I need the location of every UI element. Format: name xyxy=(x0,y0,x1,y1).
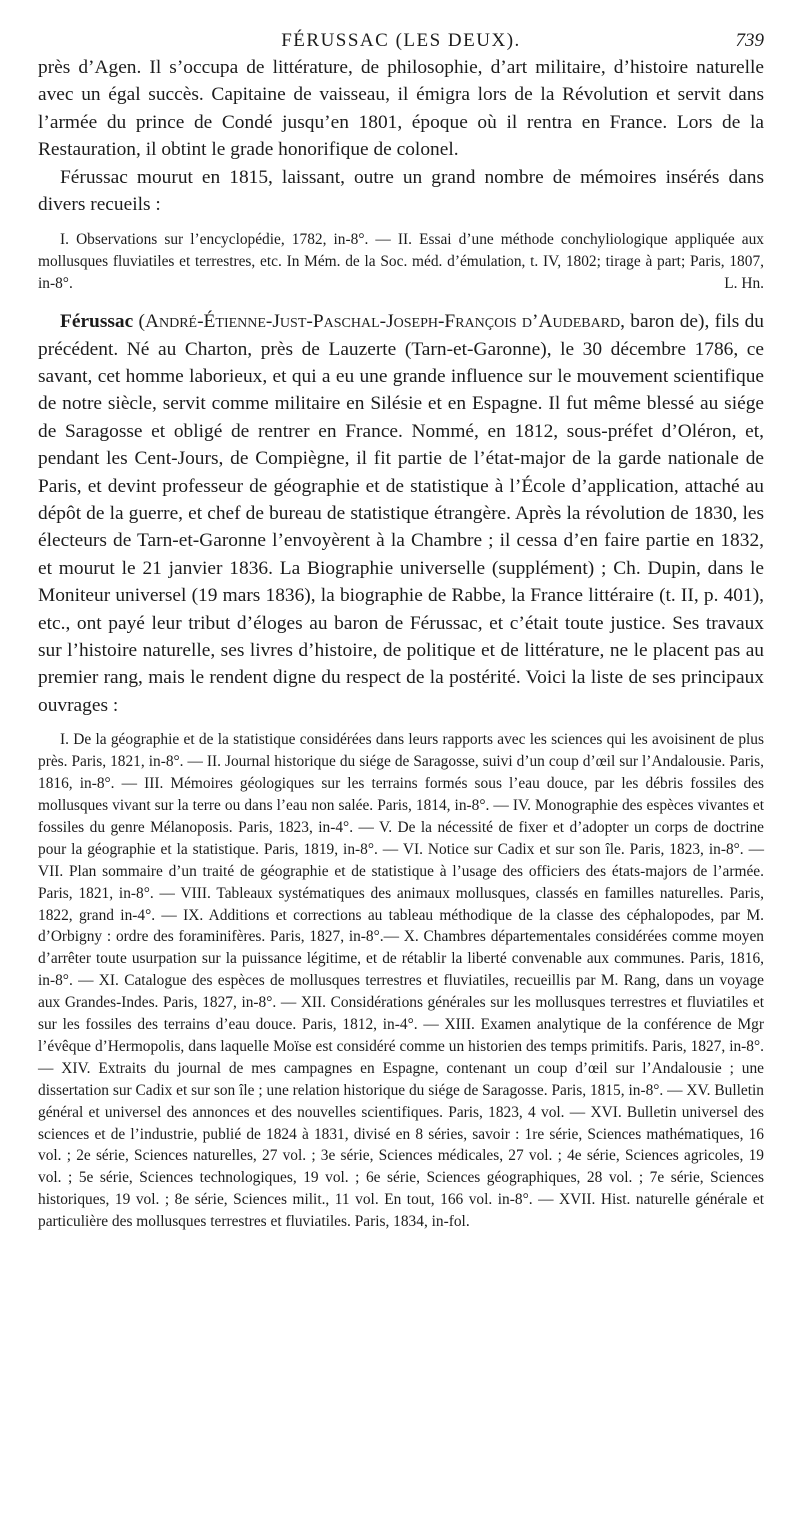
entry2-paragraph xyxy=(38,308,764,719)
entry1-works-text: I. Observations sur l’encyclopédie, 1782, in-8°. — II. Essai d’une méthode conchyliologique appliquée aux mollusques fluviatiles et terrestres, etc. In Mém. de la Soc. méd. d’émulation, t. IV, 1802; tirage à part; Paris, 1807, in-8°. xyxy=(38,231,764,293)
entry2-biography-text: baron de), fils du précédent. Né au Charton, près de Lauzerte (Tarn-et-Garonne), le 30 décembre 1786, ce savant, cet homme laborieux, et qui a eu une grande influence sur le mouvement scientifique de notre siècle, servit comme militaire en Silésie et en Espagne. Il fut même blessé au siége de Saragosse et obligé de rentrer en France. Nommé, en 1812, sous-préfet d’Oléron, et, pendant les Cent-Jours, de Compiègne, il fit partie de l’état-major de la garde nationale de Paris, et devint professeur de géographie et de statistique à l’École d’application, attaché au dépôt de la guerre, et chef de bureau de statistique étrangère. Après la révolution de 1830, les électeurs de Tarn-et-Garonne l’envoyèrent à la Chambre ; il cessa d’en faire partie en 1832, et mourut le 21 janvier 1836. La Biographie universelle (supplément) ; Ch. Dupin, dans le Moniteur universel (19 mars 1836), la biographie de Rabbe, la France littéraire (t. II, p. 401), etc., ont payé leur tribut d’éloges au baron de Férussac, et c’était toute justice. Ses travaux sur l’histoire naturelle, ses livres d’histoire, de politique et de littérature, ne le placent pas au premier rang, mais le rendent digne du respect de la postérité. Voici la liste de ses principaux ouvrages : xyxy=(38,311,764,716)
entry1-signature: L. Hn. xyxy=(724,275,764,293)
entry1-works-list xyxy=(38,229,764,295)
entry1-paragraph-2: Férussac mourut en 1815, laissant, outre un grand nombre de mémoires insérés dans divers recueils : xyxy=(38,166,764,216)
entry2-headword: Férussac xyxy=(60,311,134,333)
running-title: FÉRUSSAC (LES DEUX). xyxy=(281,30,521,51)
entry1-paragraph-1: près d’Agen. Il s’occupa de littérature, de philosophie, d’art militaire, d’histoire naturelle avec un égal succès. Capitaine de vaisseau, il émigra lors de la Révolution et servit dans l’armée du prince de Condé jusqu’en 1801, époque où il rentra en France. Lors de la Restauration, il obtint le grade honorifique de colonel. xyxy=(38,57,764,161)
page-number: 739 xyxy=(735,30,764,51)
entry2-works-list: I. De la géographie et de la statistique considérées dans leurs rapports avec les sciences qui les avoisinent de plus près. Paris, 1821, in-8°. — II. Journal historique du siége de Saragosse, suivi d’un coup d’œil sur l’Andalousie. Paris, 1816, in-8°. — III. Mémoires géologiques sur les terrains formés sous l’eau douce, par les débris fossiles des mollusques vivant sur la terre ou dans l’eau non salée. Paris, 1814, in-8°. — IV. Monographie des espèces vivantes et fossiles du genre Mélanoposis. Paris, 1823, in-4°. — V. De la nécessité de fixer et d’adopter un corps de doctrine pour la géographie et la statistique. Paris, 1819, in-8°. — VI. Notice sur Cadix et sur son île. Paris, 1823, in-8°. — VII. Plan sommaire d’un traité de géographie et de statistique à l’usage des officiers des états-majors de l’armée. Paris, 1821, in-8°. — VIII. Tableaux systématiques des animaux mollusques, classés en familles naturelles. Paris, 1822, grand in-4°. — IX. Additions et corrections au tableau méthodique de la classe des céphalopodes, par M. d’Orbigny : ordre des foraminifères. Paris, 1827, in-8°.— X. Chambres départementales considérées comme moyen d’arrêter toute usurpation sur la puissance légitime, et de rétablir la liberté convenable aux communes. Paris, 1816, in-8°. — XI. Catalogue des espèces de mollusques terrestres et fluviatiles, recueillis par M. Rang, dans un voyage aux Grandes-Indes. Paris, 1827, in-8°. — XII. Considérations générales sur les mollusques terrestres et fluviatiles et sur les fossiles des terrains d’eau douce. Paris, 1812, in-4°. — XIII. Examen analytique de la conférence de Mgr l’évêque d’Hermopolis, dans laquelle Moïse est considéré comme un historien des temps primitifs. Paris, 1827, in-8°. — XIV. Extraits du journal de mes campagnes en Espagne, contenant un coup d’œil sur l’Andalousie ; une dissertation sur Cadix et sur son île ; une relation historique du siége de Saragosse. Paris, 1815, in-8°. — XV. Bulletin général et universel des annonces et des nouvelles scientifiques. Paris, 1823, 4 vol. — XVI. Bulletin universel des sciences et de l’industrie, publié de 1824 à 1831, divisé en 8 séries, savoir : 1re série, Sciences mathématiques, 16 vol. ; 2e série, Sciences naturelles, 27 vol. ; 3e série, Sciences médicales, 27 vol. ; 4e série, Sciences agricoles, 19 vol. ; 5e série, Sciences technologiques, 19 vol. ; 6e série, Sciences géographiques, 28 vol. ; 7e série, Sciences historiques, 19 vol. ; 8e série, Sciences milit., 11 vol. En tout, 166 vol. in-8°. — XVII. Hist. naturelle générale et particulière des mollusques terrestres et fluviatiles. Paris, 1834, in-fol. xyxy=(38,731,764,1231)
entry2-full-names: (André-Étienne-Just-Paschal-Joseph-François d’Audebard, xyxy=(138,311,626,333)
page-header xyxy=(38,20,764,54)
